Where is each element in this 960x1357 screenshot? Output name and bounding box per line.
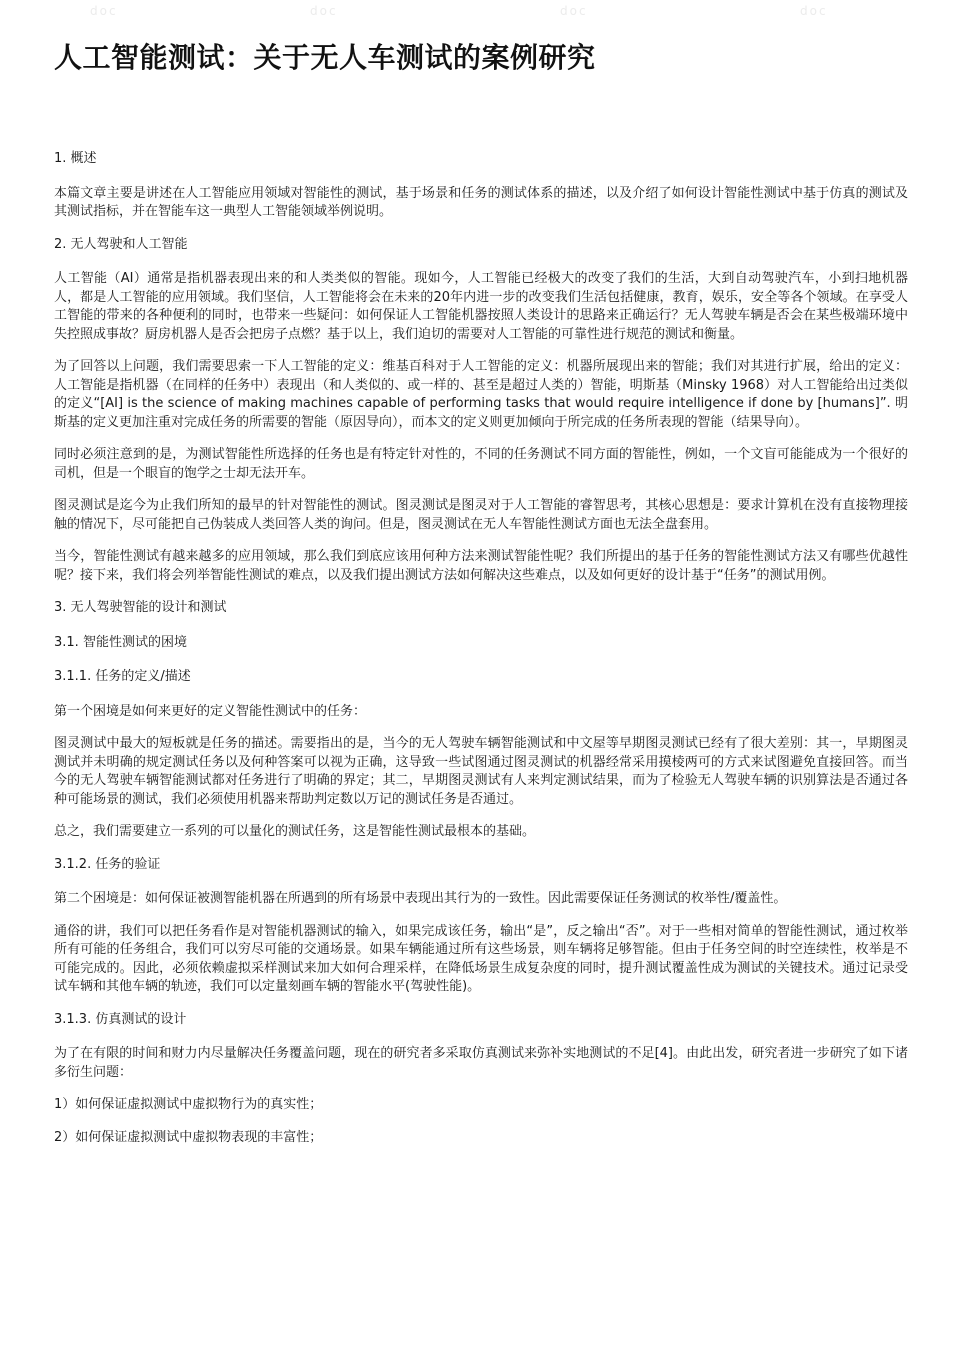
- paragraph: 图灵测试中最大的短板就是任务的描述。需要指出的是，当今的无人驾驶车辆智能测试和中文屋等早期图灵测试已经有了很大差别：其一，早期图灵测试并未明确的规定测试任务以及何种答案可以视为正确，这导致一些试图通过图灵测试的机器经常采用摸棱两可的方式来试图避免直接回答。而当今的无人驾驶车辆智能测试都对任务进行了明确的界定；其二，早期图灵测试有人来判定测试结果，而为了检验无人驾驶车辆的识别算法是否通过各种可能场景的测试，我们必须使用机器来帮助判定数以万记的测试任务是否通过。: [54, 736, 908, 807]
- paragraph: 总之，我们需要建立一系列的可以量化的测试任务，这是智能性测试最根本的基础。: [54, 824, 536, 839]
- paragraph: 本篇文章主要是讲述在人工智能应用领域对智能性的测试，基于场景和任务的测试体系的描述，以及介绍了如何设计智能性测试中基于仿真的测试及其测试指标，并在智能车这一典型人工智能领域举例说明。: [54, 185, 908, 219]
- subsection-heading: 3.1. 智能性测试的困境: [54, 634, 187, 650]
- section-heading: 2. 无人驾驶和人工智能: [54, 236, 188, 252]
- watermark-text: doc: [800, 4, 828, 18]
- page-title: 人工智能测试：关于无人车测试的案例研究: [54, 41, 596, 74]
- subsection-heading: 3.1.2. 任务的验证: [54, 856, 161, 872]
- paragraph: 为了回答以上问题，我们需要思索一下人工智能的定义：维基百科对于人工智能的定义：机器所展现出来的智能；我们对其进行扩展，给出的定义：人工智能是指机器（在同样的任务中）表现出（和人类似的、或一样的、甚至是超过人类的）智能，明斯基（Minsky 1968）对人工智能给出过类似的定义“[AI] is the science of making machines capable of performing tasks that would require intelligence if done by [humans]”. 明斯基的定义更加注重对完成任务的所需要的智能（原因导向），而本文的定义则更加倾向于所完成的任务所表现的智能（结果导向）。: [54, 359, 908, 430]
- paragraph: 第一个困境是如何来更好的定义智能性测试中的任务：: [54, 703, 367, 719]
- watermark-strip: [0, 0, 960, 24]
- watermark-text: doc: [90, 4, 118, 18]
- document-body: [54, 150, 908, 1147]
- watermark-text: doc: [310, 4, 338, 18]
- paragraph: 第二个困境是：如何保证被测智能机器在所遇到的所有场景中表现出其行为的一致性。因此需要保证任务测试的枚举性/覆盖性。: [54, 891, 787, 906]
- watermark-text: doc: [560, 4, 588, 18]
- paragraph: 通俗的讲，我们可以把任务看作是对智能机器测试的输入，如果完成该任务，输出“是”，反之输出“否”。对于一些相对简单的智能性测试，通过枚举所有可能的任务组合，我们可以穷尽可能的交通场景。如果车辆能通过所有这些场景，则车辆将足够智能。但由于任务空间的时空连续性，枚举是不可能完成的。因此，必须依赖虚拟采样测试来加大如何合理采样，在降低场景生成复杂度的同时，提升测试覆盖性成为测试的关键技术。通过记录受试车辆和其他车辆的轨迹，我们可以定量刻画车辆的智能水平(驾驶性能)。: [54, 923, 908, 994]
- list-item: 1）如何保证虚拟测试中虚拟物行为的真实性；: [54, 1097, 323, 1112]
- subsection-heading: 3.1.3. 仿真测试的设计: [54, 1011, 187, 1027]
- paragraph: 当今，智能性测试有越来越多的应用领域，那么我们到底应该用何种方法来测试智能性呢？我们所提出的基于任务的智能性测试方法又有哪些优越性呢？接下来，我们将会列举智能性测试的难点，以及我们提出测试方法如何解决这些难点，以及如何更好的设计基于“任务”的测试用例。: [54, 549, 908, 583]
- paragraph: 为了在有限的时间和财力内尽量解决任务覆盖问题，现在的研究者多采取仿真测试来弥补实地测试的不足[4]。由此出发，研究者进一步研究了如下诸多衍生问题：: [54, 1046, 908, 1080]
- list-item: 2）如何保证虚拟测试中虚拟物表现的丰富性；: [54, 1129, 323, 1145]
- paragraph: 图灵测试是迄今为止我们所知的最早的针对智能性的测试。图灵测试是图灵对于人工智能的睿智思考，其核心思想是：要求计算机在没有直接物理接触的情况下，尽可能把自己伪装成人类回答人类的询问。但是，图灵测试在无人车智能性测试方面也无法全盘套用。: [54, 498, 908, 532]
- section-heading: 1. 概述: [54, 151, 97, 166]
- paragraph: 同时必须注意到的是，为测试智能性所选择的任务也是有特定针对性的，不同的任务测试不同方面的智能性，例如，一个文盲可能能成为一个很好的司机，但是一个眼盲的饱学之士却无法开车。: [54, 447, 908, 481]
- subsection-heading: 3.1.1. 任务的定义/描述: [54, 669, 191, 684]
- paragraph: 人工智能（AI）通常是指机器表现出来的和人类类似的智能。现如今，人工智能已经极大的改变了我们的生活，大到自动驾驶汽车，小到扫地机器人，都是人工智能的应用领域。我们坚信，人工智能将会在未来的20年内进一步的改变我们生活包括健康，教育，娱乐，安全等各个领域。在享受人工智能的带来的各种便利的同时，也带来一些疑问：如何保证人工智能机器按照人类设计的思路来正确运行？无人驾驶车辆是否会在某些极端环境中失控照成事故？厨房机器人是否会把房子点燃？基于以上，我们迫切的需要对人工智能的可靠性进行规范的测试和衡量。: [54, 271, 908, 342]
- section-heading: 3. 无人驾驶智能的设计和测试: [54, 600, 227, 615]
